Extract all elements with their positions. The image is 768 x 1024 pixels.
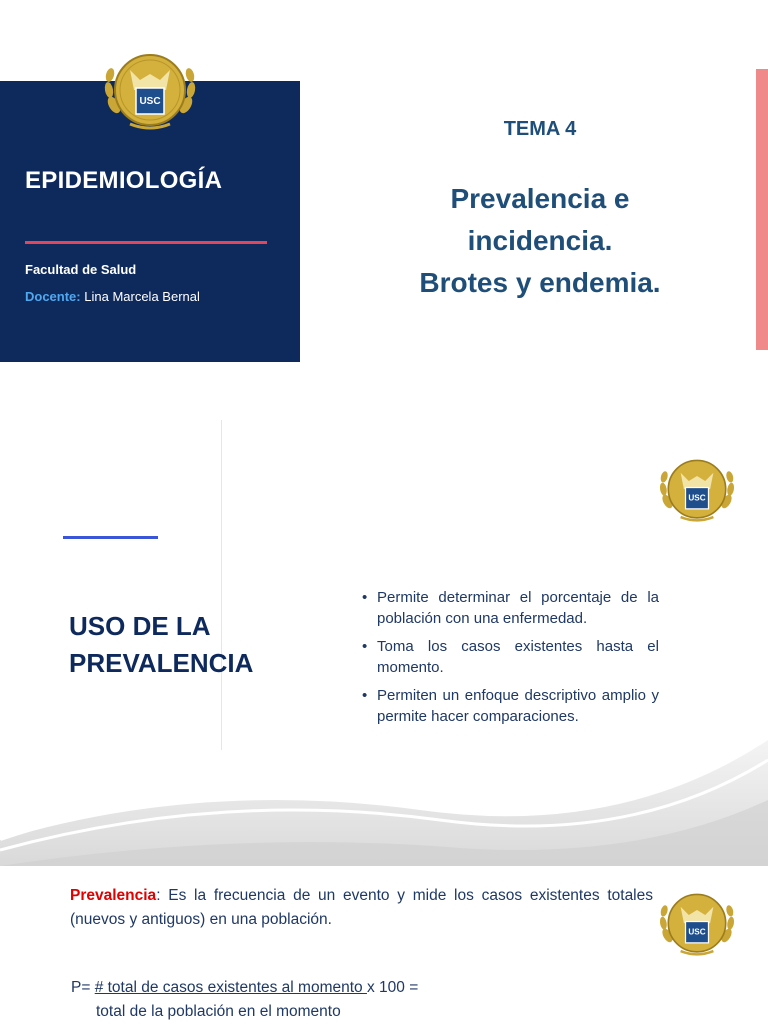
docente-name: Lina Marcela Bernal — [84, 289, 200, 304]
bullet-icon: • — [362, 638, 368, 655]
prevalence-formula — [71, 976, 418, 1024]
usc-seal-logo — [100, 50, 200, 132]
slide-subtitle — [390, 178, 690, 304]
list-item — [362, 637, 659, 678]
definition-text: Es la frecuencia de un evento y mide los casos existentes totales (nuevos y antiguos) en una población. — [70, 887, 653, 928]
bullet-text: Toma los casos existentes hasta el momento. — [377, 638, 659, 676]
docente-label: Docente: — [25, 289, 81, 304]
term-colon: : — [156, 887, 161, 904]
list-item — [362, 588, 659, 629]
decorative-wave — [0, 720, 768, 866]
usc-seal-logo — [656, 456, 738, 524]
title-divider — [25, 241, 267, 244]
bullet-icon: • — [362, 589, 368, 606]
bullet-list — [362, 588, 659, 735]
subtitle-line: incidencia. — [467, 225, 613, 256]
docente-line — [25, 289, 200, 304]
formula-numerator: # total de casos existentes al momento — [94, 979, 367, 996]
section-heading — [69, 608, 319, 682]
subtitle-line: Prevalencia e — [450, 183, 630, 214]
heading-line: USO DE LA — [69, 611, 211, 641]
subtitle-line: Brotes y endemia. — [419, 267, 661, 298]
formula-suffix: x 100 = — [366, 979, 419, 996]
faculty-label: Facultad de Salud — [25, 262, 137, 277]
bullet-text: Permiten un enfoque descriptivo amplio y permite hacer comparaciones. — [377, 687, 659, 725]
seal-text: USC — [688, 927, 706, 937]
decorative-side-bar — [756, 69, 768, 350]
usc-seal-logo — [656, 890, 738, 958]
heading-line: PREVALENCIA — [69, 648, 254, 678]
formula-denominator: total de la población en el momento — [96, 1003, 341, 1020]
prevalence-definition-slide — [0, 868, 768, 1024]
seal-text: USC — [688, 493, 706, 503]
topic-number: TEMA 4 — [503, 118, 577, 140]
vertical-divider — [221, 420, 222, 750]
course-title: EPIDEMIOLOGÍA — [25, 167, 223, 194]
seal-text: USC — [139, 96, 161, 107]
bullet-icon: • — [362, 687, 368, 704]
formula-prefix: P= — [71, 979, 95, 996]
definition-paragraph — [70, 884, 653, 932]
title-slide — [0, 0, 768, 385]
term-label: Prevalencia — [70, 887, 157, 904]
prevalence-use-slide — [0, 420, 768, 866]
bullet-text: Permite determinar el porcentaje de la población con una enfermedad. — [377, 589, 659, 627]
accent-line — [63, 536, 158, 539]
